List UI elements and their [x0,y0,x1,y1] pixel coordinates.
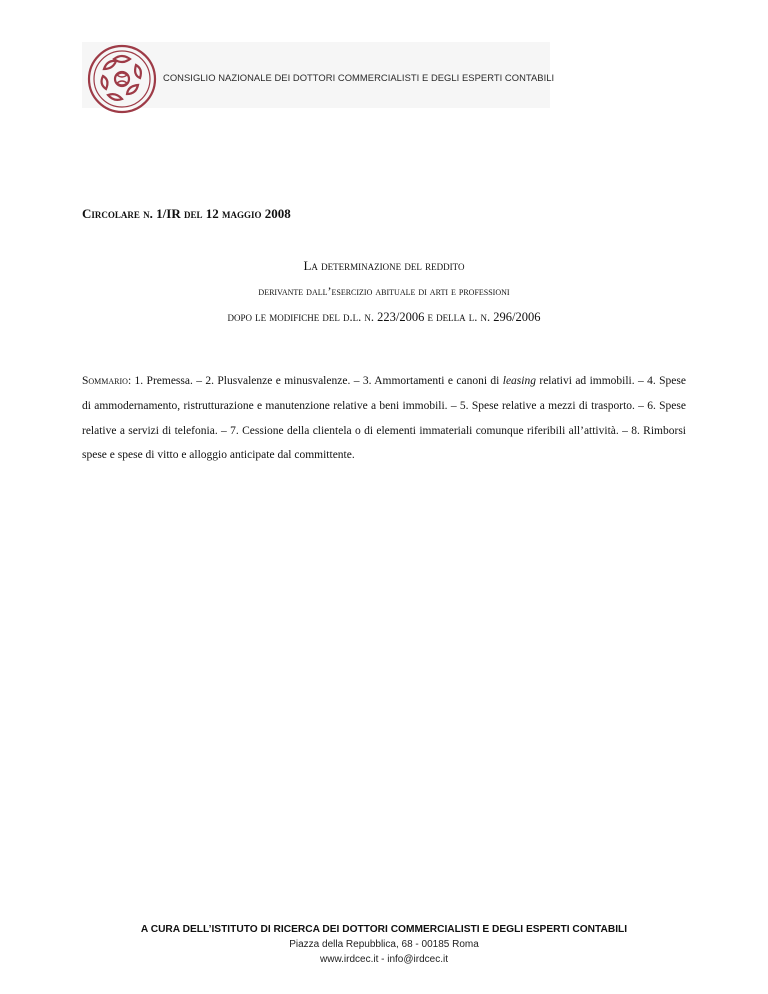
circolare-heading: Circolare n. 1/IR del 12 maggio 2008 [82,206,291,221]
footer-institute: A CURA DELL’ISTITUTO DI RICERCA DEI DOTTORI COMMERCIALISTI E DEGLI ESPERTI CONTABILI [140,924,628,935]
organization-name: CONSIGLIO NAZIONALE DEI DOTTORI COMMERCIALISTI E DEGLI ESPERTI CONTABILI [163,72,555,83]
title-line-3: dopo le modifiche del d.l. n. 223/2006 e della l. n. 296/2006 [227,310,541,324]
footer-contacts: www.irdcec.it - info@irdcec.it [320,954,448,965]
summary-label: Sommario: [82,375,132,387]
summary-paragraph [82,369,686,468]
title-line-2: derivante dall’esercizio abituale di arti e professioni [258,284,510,298]
summary-text-after: relativi ad immobili. – 4. Spese di ammodernamento, ristrutturazione e manutenzione relative a beni immobili. – 5. Spese relative a mezzi di trasporto. – 6. Spese relative a servizi di telefonia. – 7. Cessione della clientela o di elementi immateriali comunque riferibili all’attività. – 8. Rimborsi spese e spese di vitto e alloggio anticipate dal committente. [82,375,686,462]
summary-text-before: 1. Premessa. – 2. Plusvalenze e minusvalenze. – 3. Ammortamenti e canoni di [131,375,503,387]
summary-italic-term: leasing [502,375,536,387]
title-line-1: La determinazione del reddito [303,258,465,273]
cndcec-logo-icon [84,41,160,117]
footer-address: Piazza della Repubblica, 68 - 00185 Roma [289,939,479,950]
